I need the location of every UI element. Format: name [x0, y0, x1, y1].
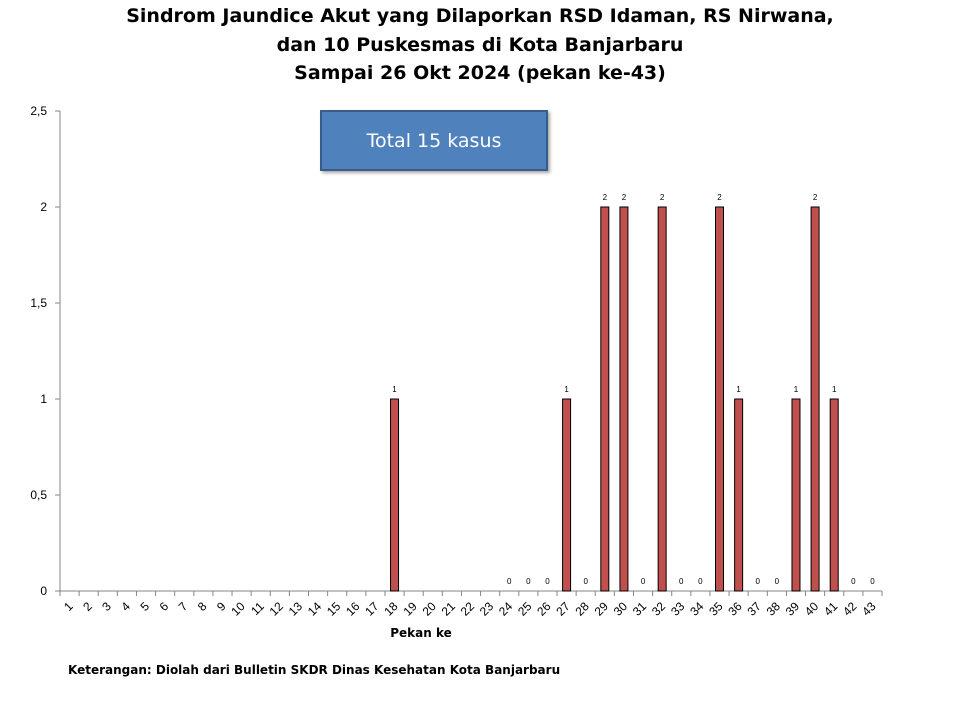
chart-title-line-1: Sindrom Jaundice Akut yang Dilaporkan RSD Idaman, RS Nirwana,: [126, 5, 834, 27]
x-tick-label: 39: [782, 599, 803, 619]
bar: [563, 399, 571, 591]
bars: [391, 207, 839, 591]
x-tick-label: 32: [648, 599, 669, 619]
x-tick-label: 2: [80, 599, 95, 614]
bar: [811, 207, 819, 591]
x-tick-label: 30: [610, 599, 631, 619]
x-tick-label: 38: [763, 599, 783, 619]
data-label: 2: [621, 193, 627, 202]
x-tick-label: 36: [725, 599, 745, 619]
x-tick-label: 18: [381, 599, 401, 619]
chart-title-line-2: dan 10 Puskesmas di Kota Banjarbaru: [276, 34, 684, 56]
x-tick-label: 22: [457, 599, 478, 619]
x-tick-label: 27: [553, 599, 573, 619]
x-tick-label: 1: [61, 599, 76, 614]
x-tick-label: 5: [137, 599, 153, 614]
x-tick-label: 43: [859, 599, 879, 619]
bar: [658, 207, 666, 591]
data-label: 0: [698, 577, 703, 586]
y-tick-label: 0,5: [30, 488, 47, 502]
bar: [735, 399, 743, 591]
x-tick-label: 7: [175, 599, 191, 614]
data-label: 0: [545, 577, 550, 586]
data-label: 0: [870, 577, 875, 586]
x-tick-label: 8: [194, 599, 210, 614]
x-tick-label: 24: [496, 599, 516, 619]
x-axis-label: Pekan ke: [390, 626, 452, 640]
data-label: 0: [679, 577, 684, 586]
x-tick-label: 15: [323, 599, 344, 619]
x-tick-label: 10: [228, 599, 248, 619]
x-tick-label: 14: [304, 599, 325, 619]
x-tick-label: 28: [572, 599, 592, 619]
data-label: 1: [831, 385, 837, 394]
bar: [830, 399, 838, 591]
data-label: 2: [717, 193, 722, 202]
y-tick-label: 2: [40, 200, 47, 214]
footnote: Keterangan: Diolah dari Bulletin SKDR Dinas Kesehatan Kota Banjarbaru: [68, 663, 561, 677]
x-tick-label: 6: [156, 599, 172, 614]
x-axis: [60, 591, 882, 619]
bar: [620, 207, 628, 591]
data-label: 2: [812, 193, 818, 202]
data-label: 1: [736, 385, 741, 394]
x-tick-label: 35: [706, 599, 726, 619]
x-tick-label: 13: [285, 599, 306, 619]
x-tick-label: 41: [820, 599, 841, 619]
x-tick-label: 21: [438, 599, 459, 619]
x-tick-label: 34: [687, 599, 707, 619]
x-tick-label: 17: [362, 599, 382, 619]
bar: [391, 399, 399, 591]
data-label: 0: [507, 577, 512, 586]
x-tick-label: 29: [591, 599, 611, 619]
x-tick-label: 25: [515, 599, 535, 619]
x-tick-label: 42: [840, 599, 860, 619]
data-label: 0: [526, 577, 531, 586]
bar: [792, 399, 800, 591]
x-tick-label: 23: [476, 599, 497, 619]
x-tick-label: 26: [534, 599, 554, 619]
data-label: 0: [755, 577, 760, 586]
total-cases-box: Total 15 kasus: [320, 110, 548, 171]
data-label: 1: [793, 385, 799, 394]
y-axis: [30, 104, 60, 598]
bar: [601, 207, 609, 591]
y-tick-label: 0: [40, 584, 47, 598]
y-tick-label: 1,5: [30, 296, 47, 310]
data-label: 1: [564, 385, 569, 394]
data-label: 0: [851, 577, 856, 586]
x-tick-label: 40: [801, 599, 822, 619]
data-label: 0: [583, 577, 588, 586]
x-tick-label: 19: [400, 599, 420, 619]
x-tick-label: 37: [744, 599, 764, 619]
data-label: 2: [602, 193, 608, 202]
y-tick-label: 2,5: [30, 104, 47, 118]
data-label: 1: [392, 385, 397, 394]
bar: [716, 207, 724, 591]
data-label: 0: [640, 577, 646, 586]
y-tick-label: 1: [40, 392, 47, 406]
x-tick-label: 31: [629, 599, 650, 619]
data-label: 0: [774, 577, 780, 586]
x-tick-label: 20: [419, 599, 439, 619]
data-labels: [392, 193, 875, 586]
x-tick-label: 33: [668, 599, 688, 619]
x-tick-label: 4: [118, 599, 134, 614]
x-tick-label: 11: [248, 599, 267, 618]
x-tick-label: 16: [343, 599, 363, 619]
x-tick-label: 12: [266, 599, 286, 619]
x-tick-label: 3: [99, 599, 114, 614]
x-tick-label: 9: [213, 599, 229, 614]
chart-title-line-3: Sampai 26 Okt 2024 (pekan ke-43): [294, 62, 666, 84]
data-label: 2: [659, 193, 665, 202]
